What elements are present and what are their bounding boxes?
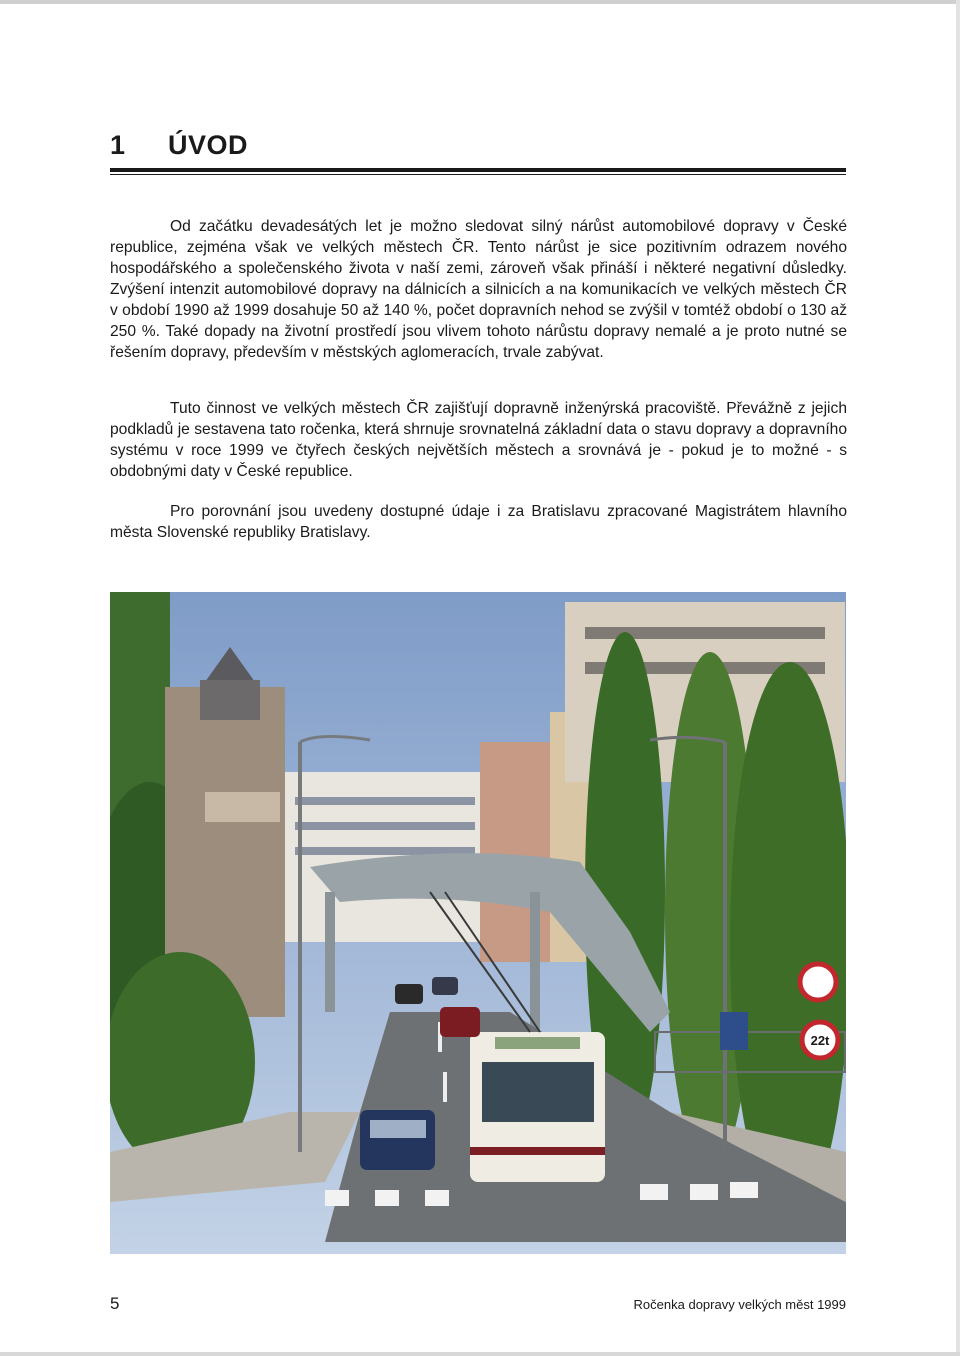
street-scene (110, 592, 846, 1254)
intro-paragraph (110, 216, 847, 363)
paragraph-text: Od začátku devadesátých let je možno sledovat silný nárůst automobilové dopravy v České republice, zejména však ve velkých městech ČR. Tento nárůst je sice pozitivním odrazem nového hospodářského a společenského života v naší zemi, zároveň však přináší i některé negativní důsledky. Zvýšení intenzit automobilové dopravy na dálnicích a silnicích a na komunikacích ve velkých městech ČR v období 1990 až 1999 dosahuje 50 až 140 %, počet dopravních nehod se zvýšil v tomtéž období o 130 až 250 %. Také dopady na životní prostředí jsou vlivem tohoto nárůstu dopravy nemalé a je proto nutné se řešením dopravy, především v městských aglomeracích, trvale zabývat. (110, 218, 847, 361)
scan-edge-right (956, 0, 960, 1356)
blue-info-sign (720, 1012, 748, 1050)
publication-title: Ročenka dopravy velkých měst 1999 (633, 1297, 846, 1312)
red-car (440, 1007, 480, 1037)
heading-rule (110, 168, 846, 172)
blue-car (360, 1110, 435, 1170)
street-photo (110, 592, 846, 1254)
paragraph-text: Pro porovnání jsou uvedeny dostupné údaje i za Bratislavu zpracované Magistrátem hlavního města Slovenské republiky Bratislavy. (110, 503, 847, 541)
second-paragraph (110, 398, 847, 482)
svg-text:22t: 22t (810, 1033, 830, 1048)
chapter-number: 1 (110, 130, 126, 160)
chapter-title: ÚVOD (168, 130, 249, 160)
no-entry-sign (800, 964, 836, 1000)
chapter-heading (110, 130, 846, 170)
page-number: 5 (110, 1294, 120, 1313)
paragraph-text: Tuto činnost ve velkých městech ČR zajišťují dopravně inženýrská pracoviště. Převážně z jejich podkladů je sestavena tato ročenka, která shrnuje srovnatelná základní data o stavu dopravy a dopravního systému v roce 1999 ve čtyřech českých největších městech a srovnává je - pokud je to možné - s obdobnými daty v České republice. (110, 400, 847, 480)
third-paragraph (110, 501, 847, 543)
scan-edge-bottom (0, 1352, 960, 1356)
scan-edge-top (0, 0, 960, 4)
heading-rule-thin (110, 174, 846, 175)
